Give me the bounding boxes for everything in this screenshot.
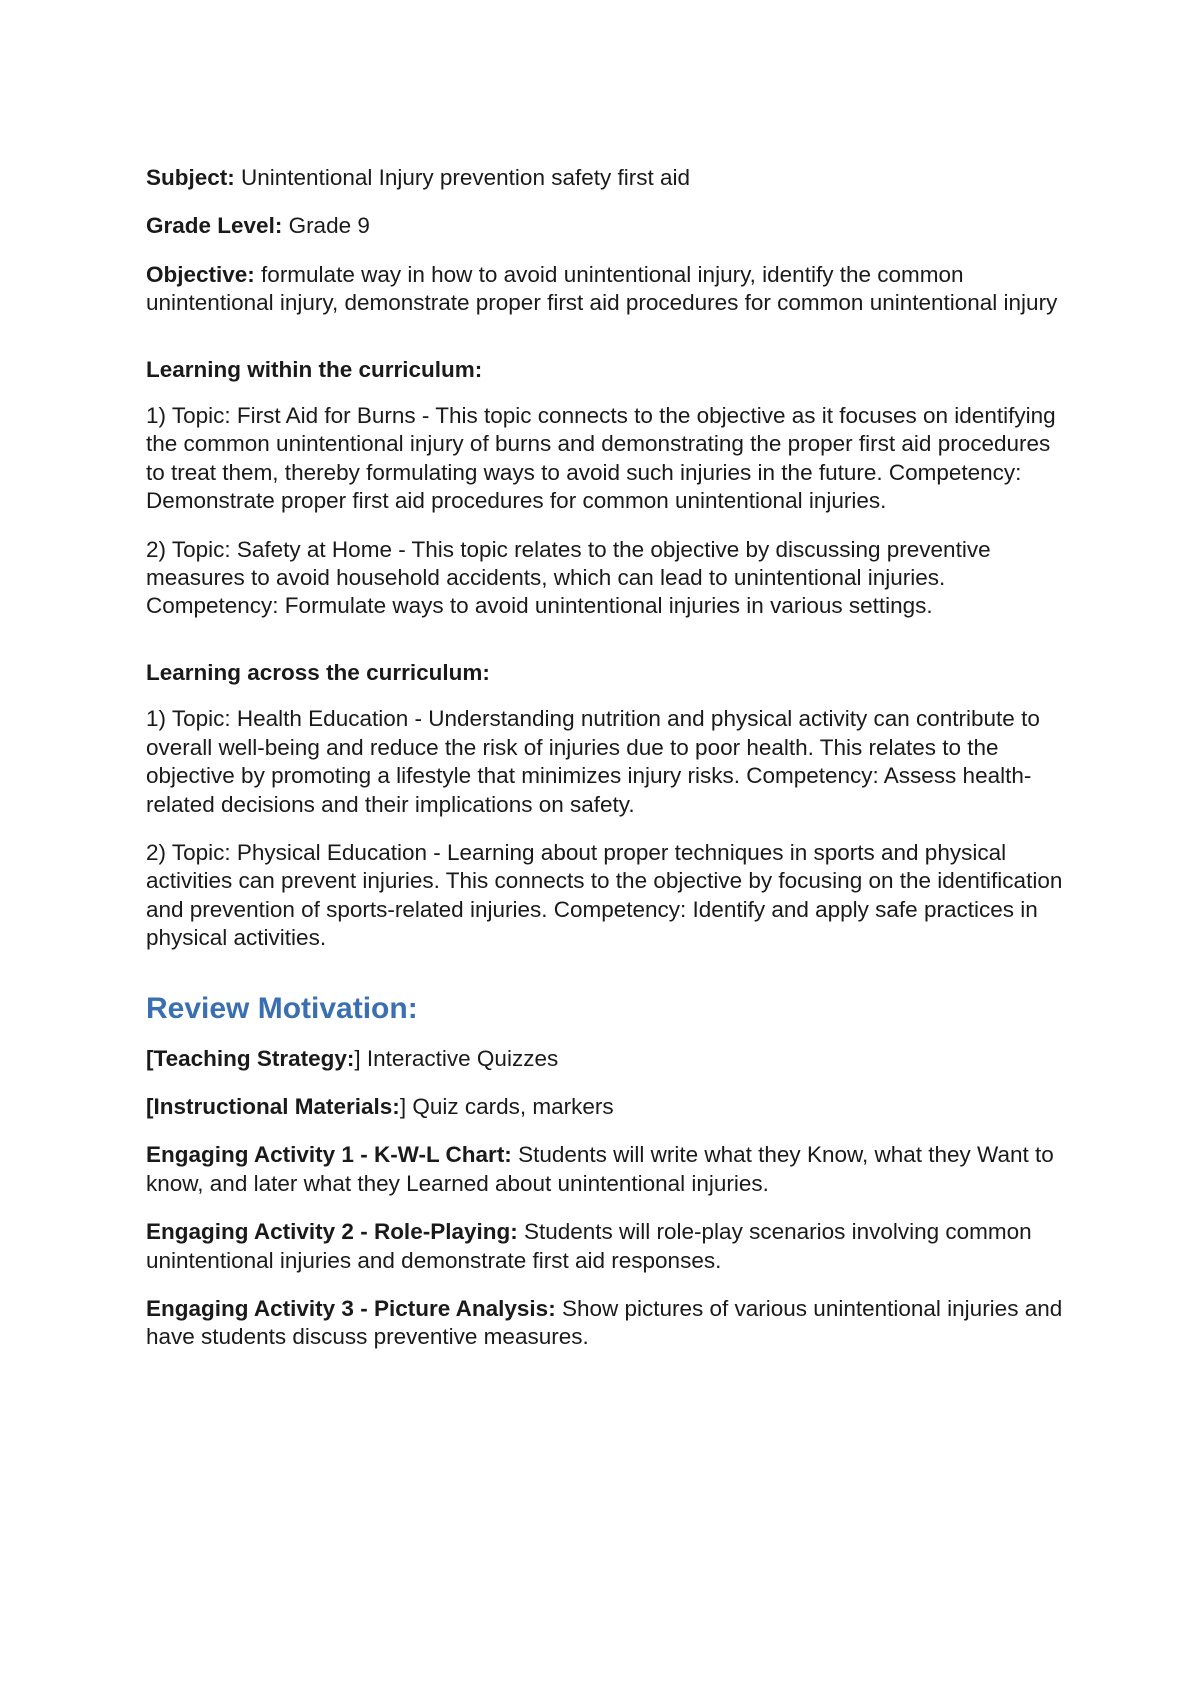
instructional-materials-open: [: [146, 1093, 154, 1119]
activity-1-text: Students will write what they Know, what they Want to know, and later what they Learned about unintentional injuries.: [146, 1142, 1054, 1196]
activity-2-text: Students will role-play scenarios involving common unintentional injuries and demonstrate first aid responses.: [146, 1219, 1032, 1273]
engaging-activity-2: [146, 1218, 1066, 1275]
across-topic-2: 2) Topic: Physical Education - Learning about proper techniques in sports and physical activities can prevent injuries. This connects to the objective by focusing on the identification and prevention of sports-related injuries. Competency: Identify and apply safe practices in physical activities.: [146, 839, 1063, 951]
engaging-activity-1: [146, 1141, 1066, 1198]
within-topic-2: 2) Topic: Safety at Home - This topic relates to the objective by discussing preventive measures to avoid household accidents, which can lead to unintentional injuries. Competency: Formulate ways to avoid unintentional injuries in various settings.: [146, 536, 991, 619]
instructional-materials-label: Instructional Materials:: [153, 1093, 400, 1119]
activity-2-label: Engaging Activity 2 - Role-Playing:: [146, 1219, 518, 1245]
teaching-strategy-label: Teaching Strategy:: [153, 1045, 355, 1071]
teaching-strategy-open: [: [146, 1045, 154, 1071]
grade-level-label: Grade Level:: [146, 213, 283, 239]
teaching-strategy-value: ] Interactive Quizzes: [354, 1045, 559, 1071]
engaging-activity-3: [146, 1295, 1066, 1352]
teaching-strategy-line: [146, 1045, 1066, 1073]
instructional-materials-line: [146, 1093, 1066, 1121]
objective-label: Objective:: [146, 261, 255, 287]
subject-line: [146, 164, 1066, 192]
activity-3-text: Show pictures of various unintentional injuries and have students discuss preventive measures.: [146, 1295, 1063, 1350]
activity-3-label: Engaging Activity 3 - Picture Analysis:: [146, 1295, 556, 1321]
grade-level-value: Grade 9: [282, 213, 370, 239]
review-motivation-heading: Review Motivation:: [146, 991, 418, 1025]
grade-level-line: [146, 212, 1066, 240]
objective-value: formulate way in how to avoid unintentional injury, identify the common unintentional injury, demonstrate proper first aid procedures for common unintentional injury: [146, 261, 1058, 316]
objective-line: [146, 261, 1066, 318]
subject-value: Unintentional Injury prevention safety first aid: [234, 165, 691, 190]
within-topic-1: 1) Topic: First Aid for Burns - This topic connects to the objective as it focuses on identifying the common unintentional injury of burns and demonstrating the proper first aid procedures to treat them, thereby formulating ways to avoid such injuries in the future. Competency: Demonstrate proper first aid procedures for common unintentional injuries.: [146, 403, 1056, 514]
across-curriculum-heading: Learning across the curriculum:: [146, 659, 490, 685]
within-curriculum-heading: Learning within the curriculum:: [146, 356, 483, 382]
lesson-plan-document: [146, 164, 1066, 1372]
across-topic-1: 1) Topic: Health Education - Understanding nutrition and physical activity can contribute to overall well-being and reduce the risk of injuries due to poor health. This relates to the objective by promoting a lifestyle that minimizes injury risks. Competency: Assess health-related decisions and their implications on safety.: [146, 706, 1040, 817]
activity-1-label: Engaging Activity 1 - K-W-L Chart:: [146, 1142, 512, 1168]
instructional-materials-value: ] Quiz cards, markers: [399, 1093, 614, 1119]
subject-label: Subject:: [146, 165, 235, 190]
